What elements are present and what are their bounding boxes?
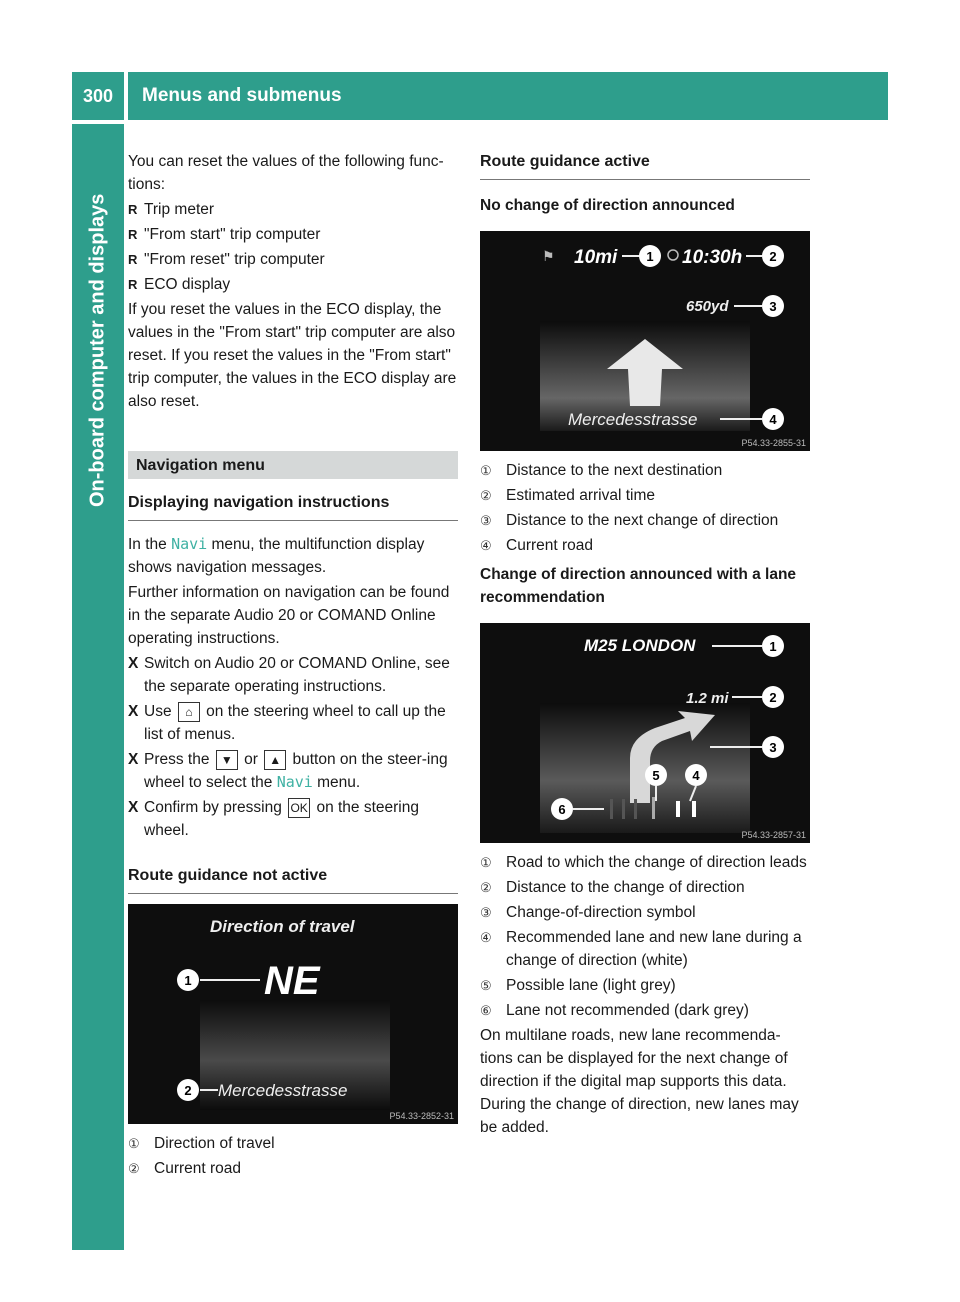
down-key-icon: ▼	[216, 750, 238, 770]
closing-paragraph: On multilane roads, new lane recommenda-tions can be displayed for the next change of direction if the digital map supports this data. During the change of direction, new lanes may be added.	[480, 1027, 799, 1136]
page-number: 300	[72, 72, 124, 120]
up-key-icon: ▲	[264, 750, 286, 770]
current-road-label: Mercedesstrasse	[568, 410, 698, 429]
side-tab-label: On-board computer and displays	[86, 193, 109, 507]
legend-item: ① Direction of travel	[128, 1135, 275, 1152]
svg-text:1: 1	[769, 639, 777, 654]
target-road-label: M25 LONDON	[584, 636, 696, 655]
svg-text:6: 6	[558, 802, 566, 817]
svg-text:2: 2	[769, 690, 777, 705]
svg-text:4: 4	[692, 768, 700, 783]
legend-item: ④ Recommended lane and new lane during a change of direction (white)	[480, 929, 802, 969]
direction-title-label: Direction of travel	[210, 917, 355, 936]
left-column	[128, 150, 458, 1182]
legend-item: ② Estimated arrival time	[480, 487, 656, 504]
svg-text:1: 1	[646, 249, 654, 264]
image-code: P54.33-2852-31	[389, 1111, 454, 1121]
direction-value: NE	[264, 959, 320, 1003]
legend-item: ⑥ Lane not recommended (dark grey)	[480, 1002, 749, 1019]
intro-text: You can reset the values of the following func-tions:	[128, 153, 444, 193]
legend-item: ④ Current road	[480, 537, 594, 554]
step-item: X Press the ▼ or ▲ button on the steer-ing wheel to select the Navi menu.	[128, 751, 448, 791]
legend-item: ② Current road	[128, 1160, 242, 1177]
flag-icon: ⚑	[542, 248, 555, 264]
step-item: X Switch on Audio 20 or COMAND Online, see the separate operating instructions.	[128, 655, 450, 695]
nav-heading: Displaying navigation instructions	[128, 491, 458, 521]
section-title: Menus and submenus	[128, 72, 888, 120]
display-image-active	[480, 231, 810, 451]
legend-item: ① Distance to the next destination	[480, 462, 723, 479]
svg-text:2: 2	[184, 1083, 192, 1098]
svg-text:5: 5	[652, 768, 660, 783]
subheading-lane: Change of direction announced with a lane recommendation	[480, 566, 797, 606]
list-item: R "From reset" trip computer	[128, 248, 458, 271]
legend-item: ② Distance to the change of direction	[480, 879, 745, 896]
legend-item: ③ Change-of-direction symbol	[480, 904, 696, 921]
legend-item: ⑤ Possible lane (light grey)	[480, 977, 676, 994]
svg-text:1: 1	[184, 973, 192, 988]
step-item: X Confirm by pressing OK on the steering wheel.	[128, 799, 419, 839]
nav-menu-band: Navigation menu	[128, 451, 458, 479]
legend-item: ③ Distance to the next change of direction	[480, 512, 779, 529]
current-road-label: Mercedesstrasse	[218, 1081, 348, 1100]
nav-paragraph-2: Further information on navigation can be found in the separate Audio 20 or COMAND Online operating instructions.	[128, 584, 450, 647]
svg-text:3: 3	[769, 299, 777, 314]
display-image-inactive	[128, 904, 458, 1124]
nav-paragraph-1: In the Navi menu, the multifunction display shows navigation messages.	[128, 535, 425, 576]
destination-distance: 10mi	[574, 247, 618, 268]
image-code: P54.33-2857-31	[741, 830, 806, 840]
svg-text:3: 3	[769, 740, 777, 755]
change-distance: 1.2 mi	[686, 690, 729, 707]
ok-key-icon: OK	[288, 798, 310, 818]
svg-text:2: 2	[769, 249, 777, 264]
image-code: P54.33-2855-31	[741, 438, 806, 448]
arrival-time: 10:30h	[682, 247, 743, 268]
home-key-icon: ⌂	[178, 702, 200, 722]
list-item: R Trip meter	[128, 198, 458, 221]
display-image-lane	[480, 623, 810, 843]
list-item: R "From start" trip computer	[128, 223, 458, 246]
svg-text:4: 4	[769, 412, 777, 427]
active-heading: Route guidance active	[480, 150, 810, 180]
legend-item: ① Road to which the change of direction leads	[480, 854, 807, 871]
next-change-distance: 650yd	[686, 298, 729, 315]
reset-note: If you reset the values in the ECO display, the values in the "From start" trip computer are also reset. If you reset the values in the "From start" trip computer, the values in the ECO display are also reset.	[128, 301, 457, 410]
navi-menu-name: Navi	[171, 535, 208, 553]
step-item: X Use ⌂ on the steering wheel to call up the list of menus.	[128, 703, 446, 743]
subheading-no-change: No change of direction announced	[480, 197, 735, 214]
inactive-heading: Route guidance not active	[128, 864, 458, 894]
list-item: R ECO display	[128, 273, 458, 296]
right-column	[480, 150, 810, 1141]
